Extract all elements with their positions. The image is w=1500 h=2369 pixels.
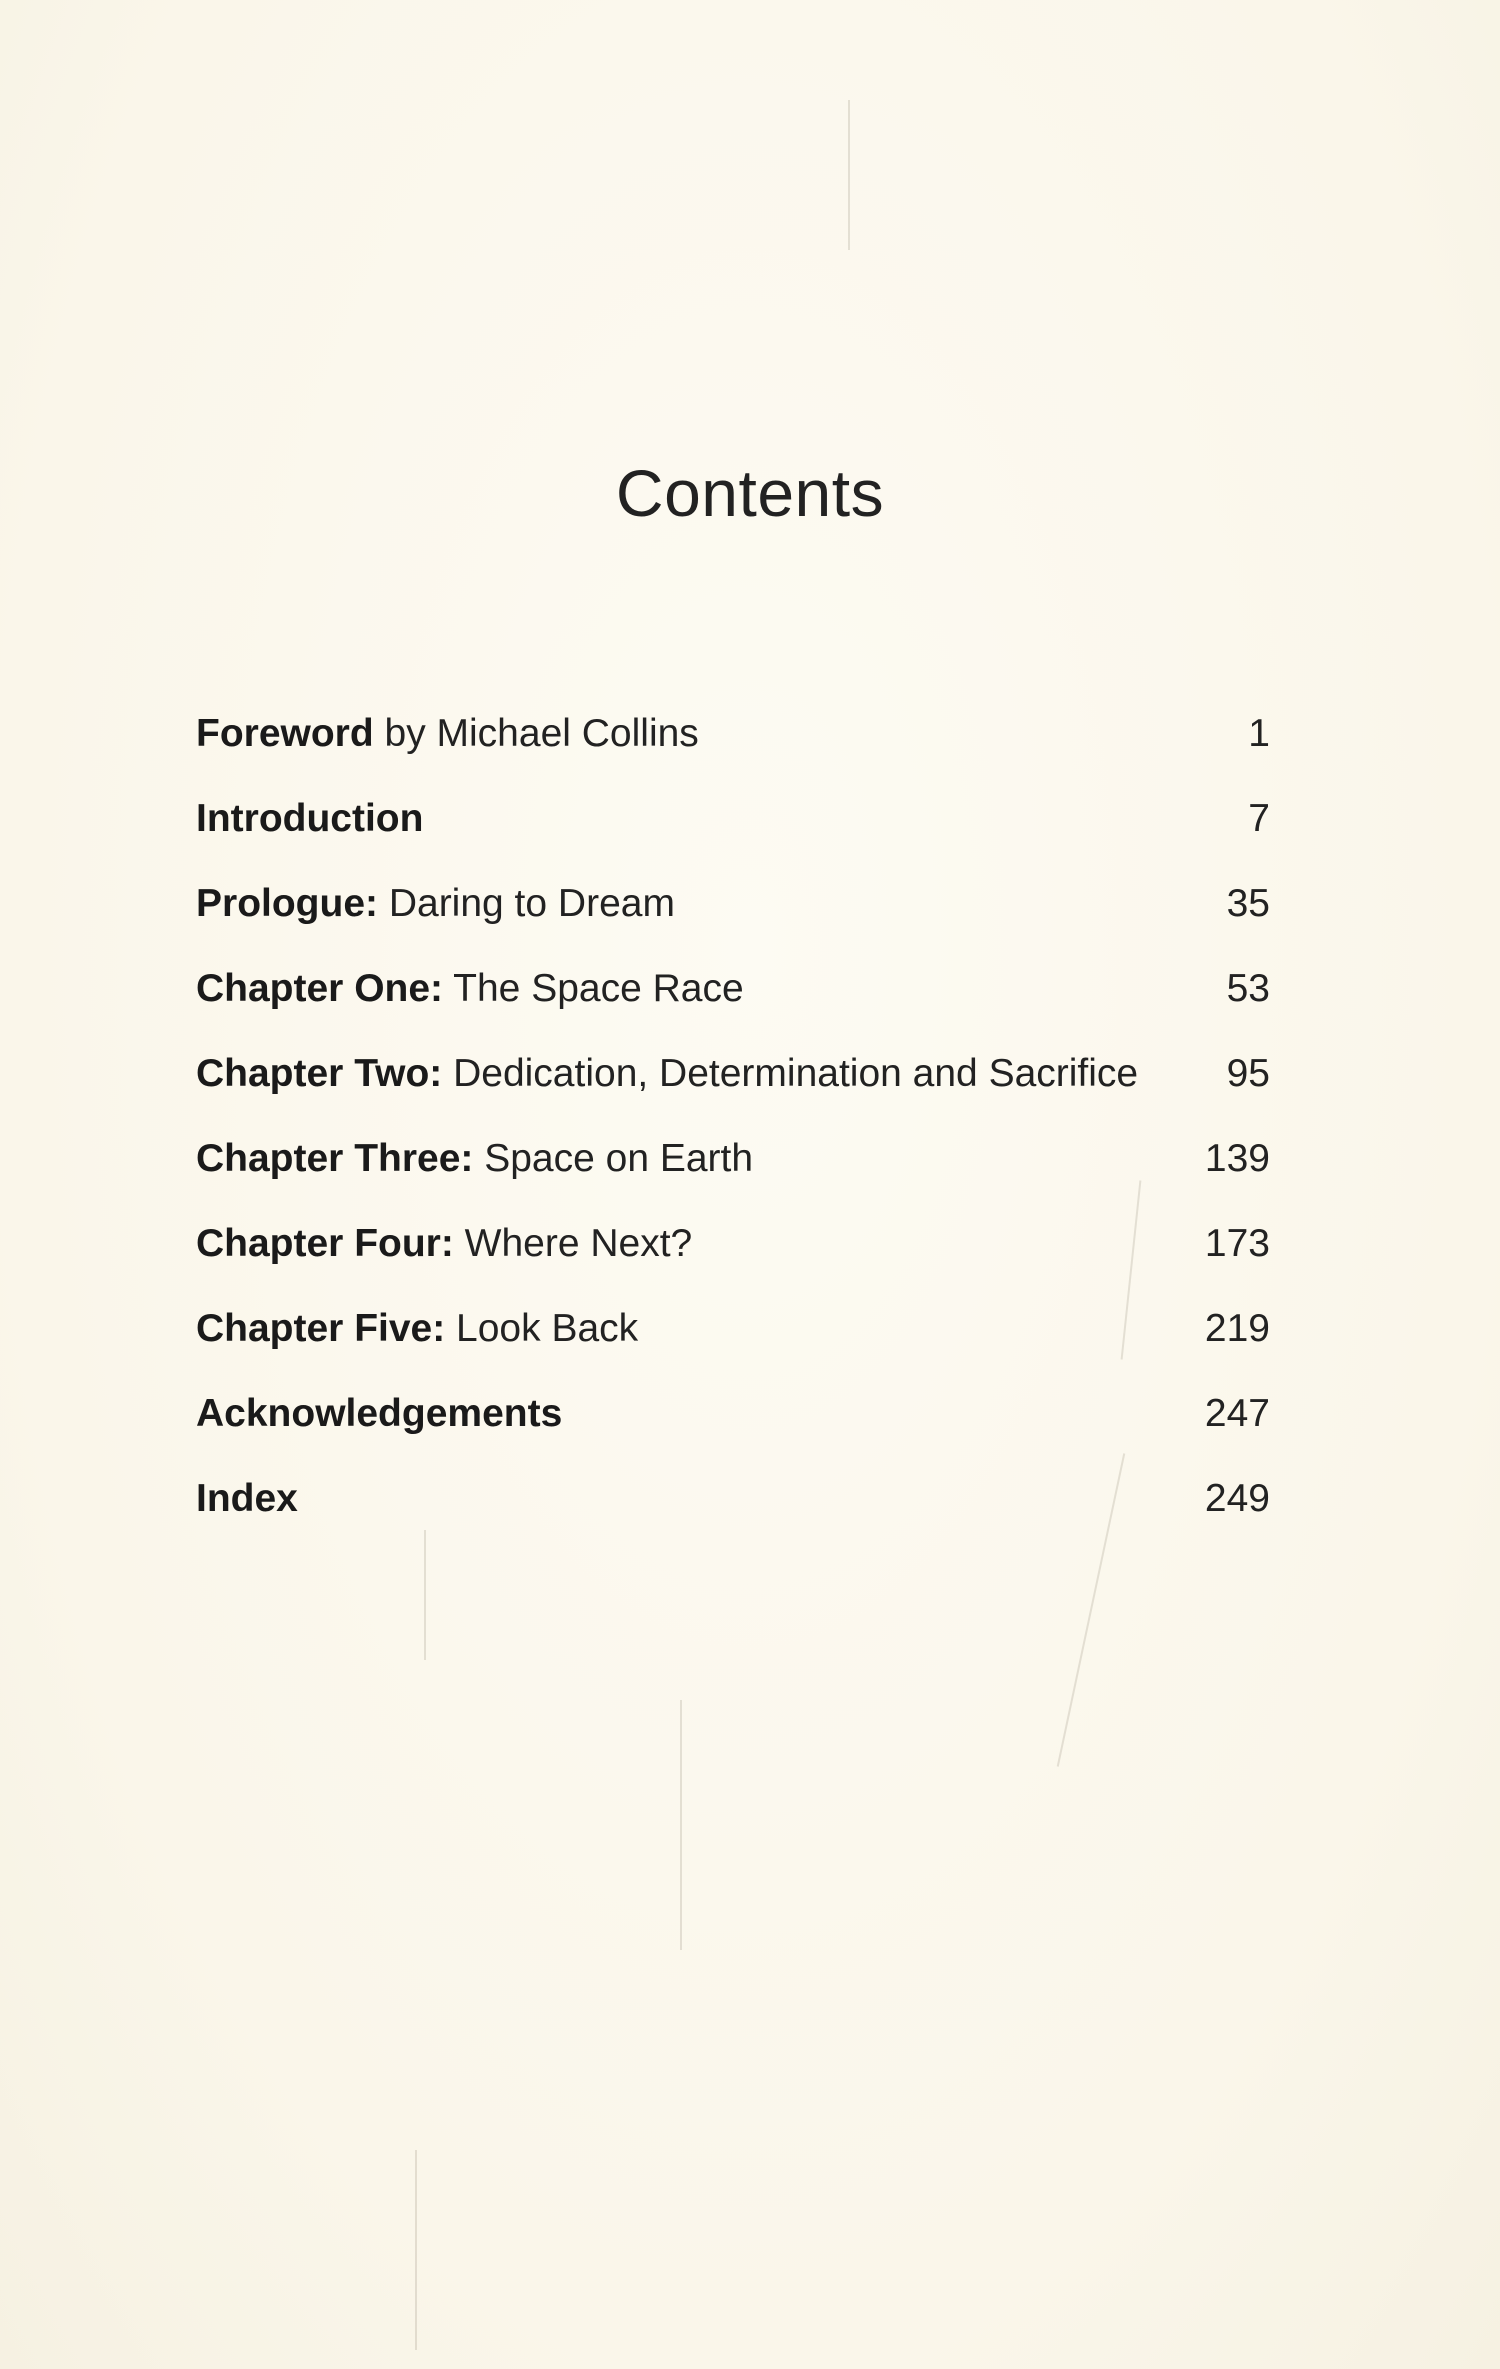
toc-entry-title: [196, 955, 744, 1023]
toc-entry-lead: Chapter Four:: [196, 1222, 454, 1265]
toc-page-number: 53: [1226, 967, 1270, 1010]
table-of-contents: [196, 700, 1270, 1550]
toc-entry-introduction: [196, 785, 1270, 870]
toc-entry-prologue: [196, 870, 1270, 955]
toc-entry-subtitle: Dedication, Determination and Sacrifice: [442, 1052, 1139, 1095]
toc-page-number: 173: [1204, 1222, 1270, 1265]
toc-page-number: 247: [1204, 1392, 1270, 1435]
toc-entry-title: [196, 700, 699, 768]
toc-page-number: 7: [1248, 797, 1270, 840]
toc-page-number: 1: [1248, 712, 1270, 755]
toc-entry-title: [196, 1125, 753, 1193]
toc-entry-lead: Acknowledgements: [196, 1392, 563, 1435]
toc-entry-subtitle: Look Back: [445, 1307, 639, 1350]
toc-page-number: 35: [1226, 882, 1270, 925]
toc-entry-chapter-two: [196, 1040, 1270, 1125]
scan-mark: [848, 100, 850, 250]
toc-entry-acknowledgements: [196, 1380, 1270, 1465]
toc-entry-subtitle: The Space Race: [443, 967, 744, 1010]
toc-entry-foreword: [196, 700, 1270, 785]
toc-page-number: 249: [1204, 1477, 1270, 1520]
toc-entry-title: [196, 785, 423, 853]
toc-entry-subtitle: by Michael Collins: [373, 712, 699, 755]
toc-entry-lead: Introduction: [196, 797, 424, 840]
toc-entry-subtitle: Where Next?: [453, 1222, 693, 1265]
toc-entry-title: [196, 1295, 638, 1363]
toc-page-number: 95: [1226, 1052, 1270, 1095]
toc-entry-title: [196, 870, 675, 938]
scan-mark: [415, 2150, 417, 2350]
toc-entry-title: [196, 1210, 692, 1278]
toc-entry-index: [196, 1465, 1270, 1550]
toc-entry-title: [196, 1465, 298, 1533]
toc-entry-title: [196, 1380, 562, 1448]
toc-entry-title: [196, 1040, 1138, 1108]
toc-entry-subtitle: Daring to Dream: [378, 882, 675, 925]
toc-entry-lead: Foreword: [196, 712, 374, 755]
scan-mark: [680, 1700, 682, 1950]
toc-entry-chapter-four: [196, 1210, 1270, 1295]
page-title: Contents: [615, 456, 885, 530]
toc-entry-lead: Chapter Two:: [196, 1052, 443, 1095]
toc-entry-lead: Prologue:: [196, 882, 378, 925]
toc-entry-lead: Chapter Three:: [196, 1137, 474, 1180]
toc-entry-chapter-one: [196, 955, 1270, 1040]
toc-entry-lead: Chapter One:: [196, 967, 444, 1010]
toc-entry-lead: Chapter Five:: [196, 1307, 446, 1350]
toc-entry-chapter-five: [196, 1295, 1270, 1380]
toc-page-number: 219: [1204, 1307, 1270, 1350]
toc-entry-chapter-three: [196, 1125, 1270, 1210]
toc-entry-lead: Index: [196, 1477, 298, 1520]
toc-page-number: 139: [1204, 1137, 1270, 1180]
toc-entry-subtitle: Space on Earth: [473, 1137, 754, 1180]
